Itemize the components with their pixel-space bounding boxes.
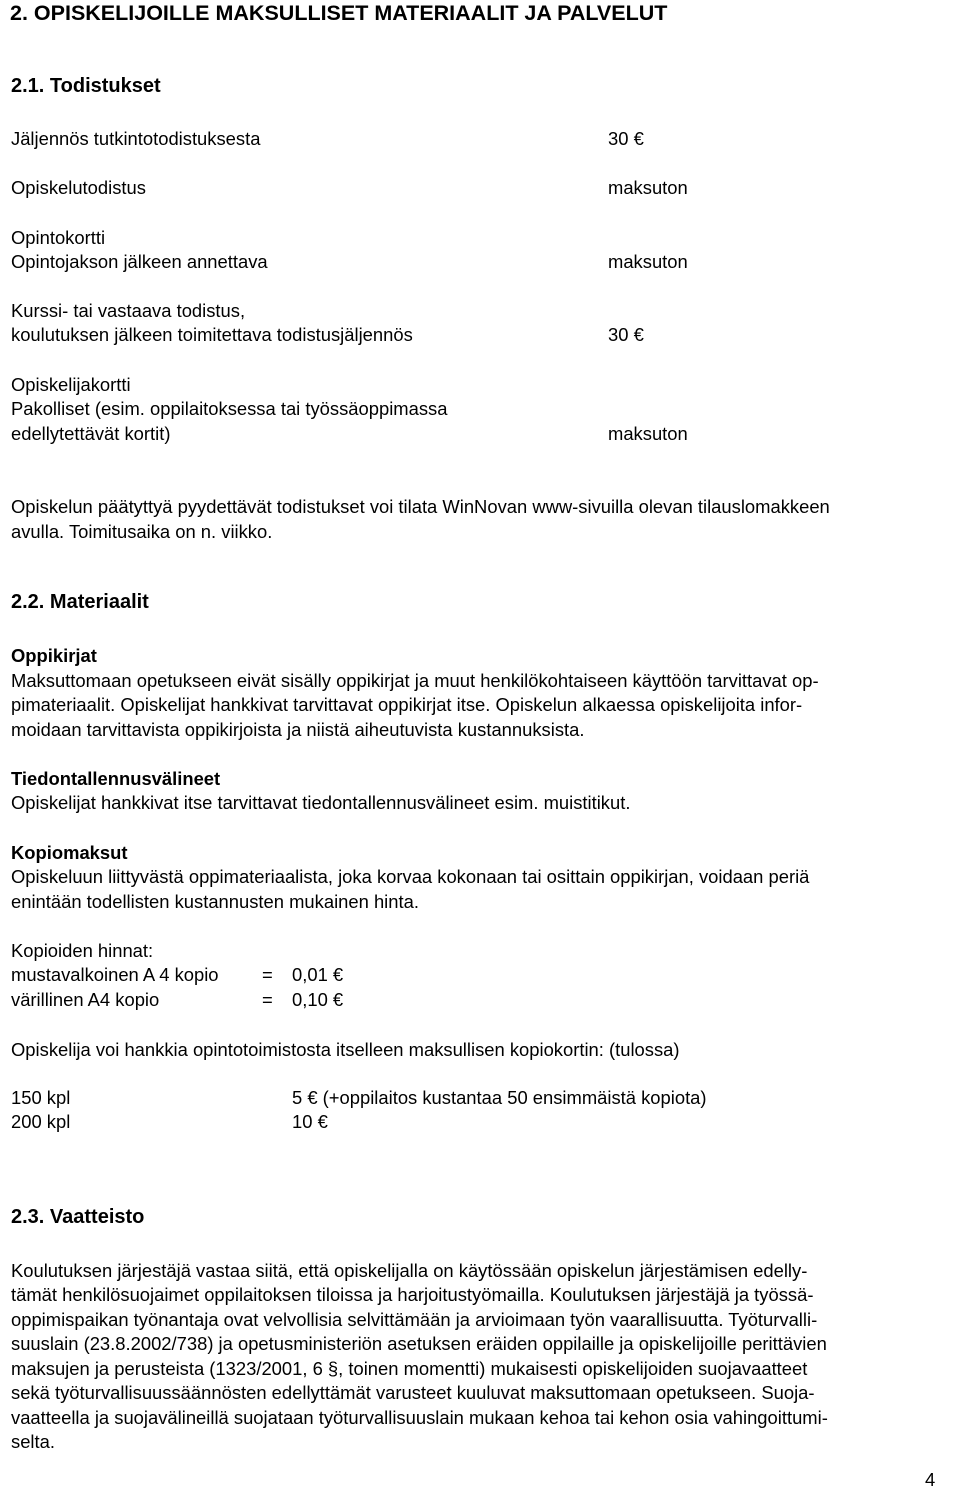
row-label-opintokortti-sub: Opintojakson jälkeen annettava [11, 251, 268, 272]
row-label-opintokortti: Opintokortti [11, 227, 106, 248]
oppikirjat-line-3: moidaan tarvittavista oppikirjoista ja niistä aiheutuvista kustannuksista. [11, 719, 585, 740]
row-label-opiskelijakortti-sub1: Pakolliset (esim. oppilaitoksessa tai työssäoppimassa [11, 398, 448, 419]
kopiomaksut-title: Kopiomaksut [11, 842, 128, 863]
oppikirjat-title: Oppikirjat [11, 645, 97, 666]
vaatteisto-line-7: vaatteella ja suojavälineillä suojataan työturvallisuuslain mukaan kehoa tai kehon osia vahingoittumi- [11, 1407, 828, 1428]
kopio-price-varillinen: 0,10 € [292, 989, 344, 1010]
vaatteisto-line-3: oppimispaikan työnantaja ovat velvollisia selvittämään ja arvioimaan työn vaarallisuutta. Työturvalli- [11, 1309, 818, 1330]
row-label-kurssitodistus-sub: koulutuksen jälkeen toimitettava todistusjäljennös [11, 324, 413, 345]
heading-2-1: 2.1. Todistukset [11, 75, 161, 97]
row-price-kurssitodistus: 30 € [608, 324, 644, 345]
note-line-2: avulla. Toimitusaika on n. viikko. [11, 521, 273, 542]
tiedontallennus-line-1: Opiskelijat hankkivat itse tarvittavat tiedontallennusvälineet esim. muistitikut. [11, 792, 631, 813]
kopiokortti-text: Opiskelija voi hankkia opintotoimistosta itselleen maksullisen kopiokortin: (tulossa) [11, 1039, 680, 1060]
kopiokortti-qty-200: 200 kpl [11, 1111, 71, 1132]
kopio-price-mustavalkoinen: 0,01 € [292, 964, 344, 985]
heading-2-3: 2.3. Vaatteisto [11, 1206, 145, 1228]
section-title: 2. OPISKELIJOILLE MAKSULLISET MATERIAALIT JA PALVELUT [10, 1, 668, 25]
kopiomaksut-line-2: enintään todellisten kustannusten mukainen hinta. [11, 891, 419, 912]
heading-2-2: 2.2. Materiaalit [11, 591, 149, 613]
vaatteisto-line-4: suuslain (23.8.2002/738) ja opetusministeriön asetuksen eräiden oppilaille ja opiskelijoille perittävien [11, 1333, 827, 1354]
row-label-tutkintotodistus: Jäljennös tutkintotodistuksesta [11, 128, 261, 149]
oppikirjat-line-2: pimateriaalit. Opiskelijat hankkivat tarvittavat oppikirjat itse. Opiskelun alkaessa opiskelijoita infor- [11, 694, 803, 715]
row-label-opiskelijakortti: Opiskelijakortti [11, 374, 131, 395]
kopiokortti-qty-150: 150 kpl [11, 1087, 71, 1108]
tiedontallennus-title: Tiedontallennusvälineet [11, 768, 221, 789]
kopiokortti-price-200: 10 € [292, 1111, 328, 1132]
vaatteisto-line-6: sekä työturvallisuussäännösten edellyttämät varusteet kuuluvat maksuttomaan opetukseen. Suoja- [11, 1382, 815, 1403]
kopio-label-varillinen: värillinen A4 kopio [11, 989, 160, 1010]
kopio-label-mustavalkoinen: mustavalkoinen A 4 kopio [11, 964, 219, 985]
row-label-opiskelijakortti-sub2: edellytettävät kortit) [11, 423, 171, 444]
vaatteisto-line-5: maksujen ja perusteista (1323/2001, 6 §, toinen momentti) mukaisesti opiskelijoiden suojavaatteet [11, 1358, 808, 1379]
vaatteisto-line-8: selta. [11, 1431, 55, 1452]
vaatteisto-line-1: Koulutuksen järjestäjä vastaa siitä, että opiskelijalla on käytössään opiskelun järjestämisen edelly- [11, 1260, 808, 1281]
oppikirjat-line-1: Maksuttomaan opetukseen eivät sisälly oppikirjat ja muut henkilökohtaiseen käyttöön tarvittavat op- [11, 670, 819, 691]
vaatteisto-line-2: tämät henkilösuojaimet oppilaitoksen tiloissa ja harjoitustyömailla. Koulutuksen järjestäjä ja työssä- [11, 1284, 814, 1305]
row-price-opintokortti: maksuton [608, 251, 688, 272]
row-price-opiskelijakortti: maksuton [608, 423, 688, 444]
row-label-opiskelutodistus: Opiskelutodistus [11, 177, 146, 198]
row-label-kurssitodistus: Kurssi- tai vastaava todistus, [11, 300, 246, 321]
kopio-eq-varillinen: = [262, 989, 273, 1010]
note-line-1: Opiskelun päätyttyä pyydettävät todistukset voi tilata WinNovan www-sivuilla olevan tilauslomakkeen [11, 496, 830, 517]
kopiokortti-price-150: 5 € (+oppilaitos kustantaa 50 ensimmäistä kopiota) [292, 1087, 707, 1108]
page-number: 4 [925, 1469, 936, 1490]
row-price-opiskelutodistus: maksuton [608, 177, 688, 198]
row-price-tutkintotodistus: 30 € [608, 128, 644, 149]
kopio-eq-mustavalkoinen: = [262, 964, 273, 985]
kopiomaksut-line-1: Opiskeluun liittyvästä oppimateriaalista, joka korvaa kokonaan tai osittain oppikirjan, voidaan periä [11, 866, 810, 887]
kopioiden-hinnat-title: Kopioiden hinnat: [11, 940, 154, 961]
